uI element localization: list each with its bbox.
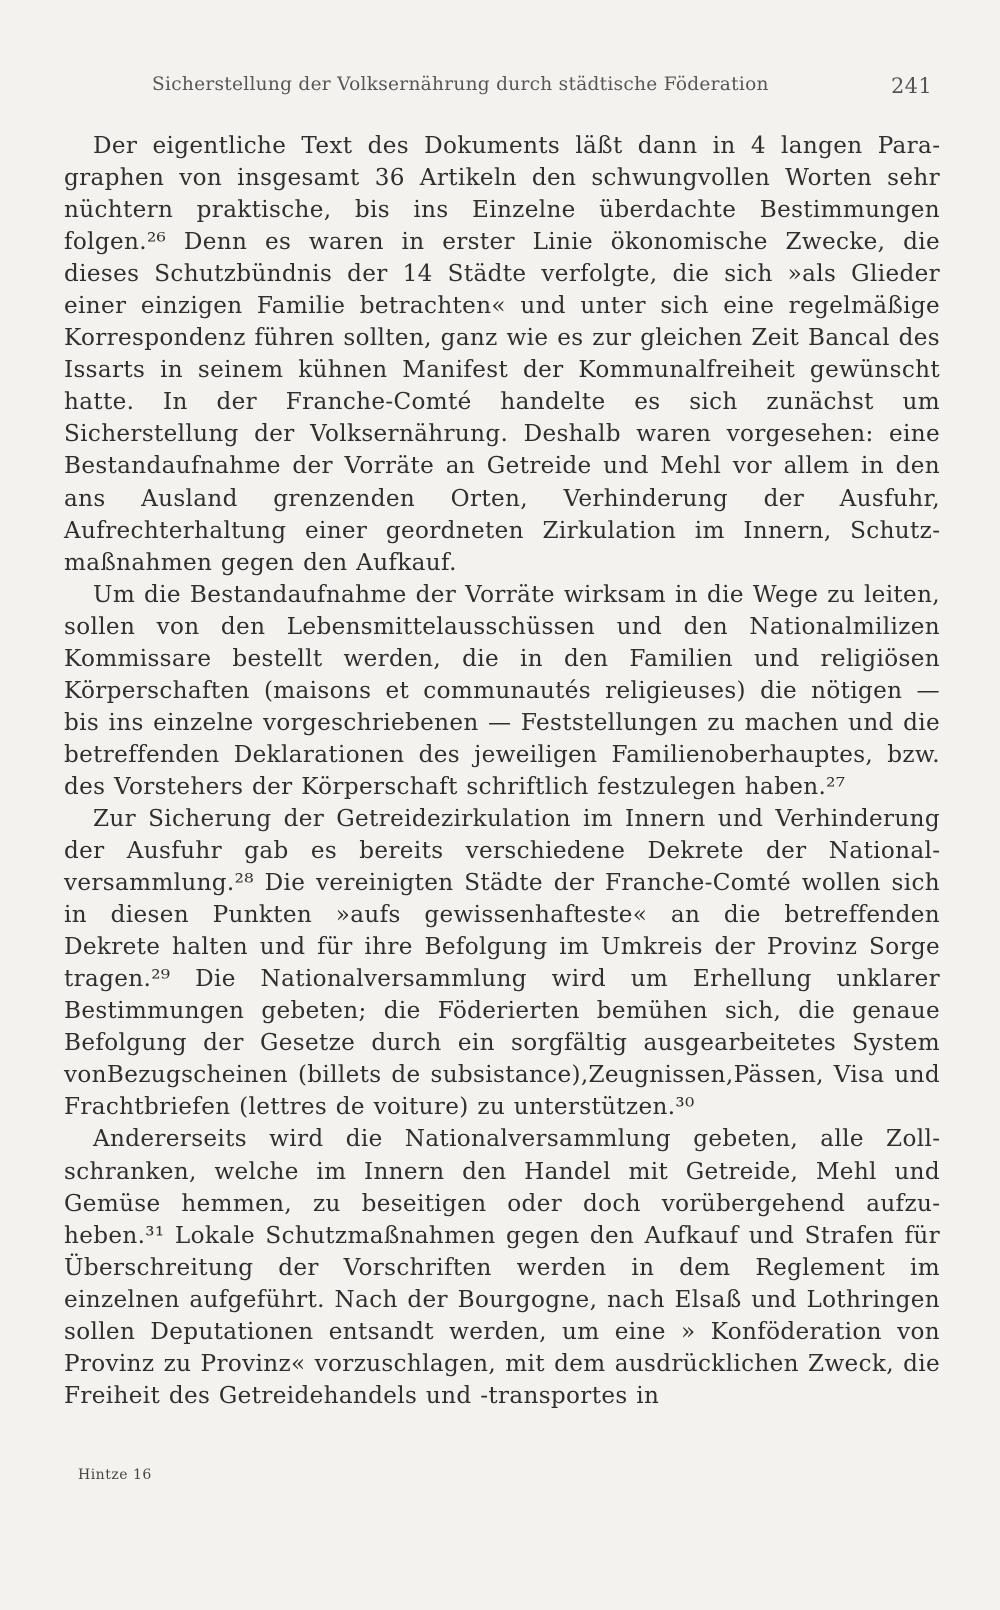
paragraph: Andererseits wird die Nationalversammlung gebeten, alle Zollschranken, welche im Innern den Handel mit Getreide, Mehl und Gemüse hemmen, zu beseitigen oder doch vorübergehend aufzuheben.³¹ Lokale Schutzmaßnahmen gegen den Aufkauf und Strafen für Überschreitung der Vorschriften werden in dem Reglement im einzelnen aufgeführt. Nach der Bourgogne, nach Elsaß und Lothringen sollen Deputationen entsandt werden, um eine » Konföderation von Provinz zu Provinz« vorzuschlagen, mit dem ausdrücklichen Zweck, die Freiheit des Getreidehandels und -transportes in xyxy=(64,1126,940,1409)
paragraph: Zur Sicherung der Getreidezirkulation im Innern und Verhinderung der Ausfuhr gab es bereits verschiedene Dekrete der Nationalversammlung.²⁸ Die vereinigten Städte der Franche-Comté wollen sich in diesen Punkten »aufs gewissenhafteste« an die betreffenden Dekrete halten und für ihre Befolgung im Umkreis der Provinz Sorge tragen.²⁹ Die Nationalversammlung wird um Erhellung unklarer Bestimmungen gebeten; die Föderierten bemühen sich, die genaue Befolgung der Gesetze durch ein sorgfältig ausgearbeitetes System vonBezugscheinen (billets de subsistance),Zeugnissen,Pässen, Visa und Frachtbriefen (lettres de voiture) zu unterstützen.³⁰ xyxy=(64,805,940,1121)
body-text xyxy=(64,130,940,1412)
printer-signature: Hintze 16 xyxy=(78,1467,152,1483)
paragraph: Der eigentliche Text des Dokuments läßt dann in 4 langen Paragraphen von insgesamt 36 Artikeln den schwungvollen Worten sehr nüchtern praktische, bis ins Einzelne überdachte Bestimmungen folgen.²⁶ Denn es waren in erster Linie ökonomische Zwecke, die dieses Schutzbündnis der 14 Städte verfolgte, die sich »als Glieder einer einzigen Familie betrachten« und unter sich eine regelmäßige Korrespondenz führen sollten, ganz wie es zur gleichen Zeit Bancal des Issarts in seinem kühnen Manifest der Kommunalfreiheit gewünscht hatte. In der Franche-Comté handelte es sich zunächst um Sicherstellung der Volksernährung. Deshalb waren vorgesehen: eine Bestandaufnahme der Vorräte an Getreide und Mehl vor allem in den ans Ausland grenzenden Orten, Verhinderung der Ausfuhr, Aufrechterhaltung einer geordneten Zirkulation im Innern, Schutzmaßnahmen gegen den Aufkauf. xyxy=(64,133,940,576)
page-number: 241 xyxy=(891,74,932,98)
paragraph: Um die Bestandaufnahme der Vorräte wirksam in die Wege zu leiten, sollen von den Lebensmittelausschüssen und den Nationalmilizen Kommissare bestellt werden, die in den Familien und religiösen Körperschaften (maisons et communautés religieuses) die nötigen — bis ins einzelne vorgeschriebenen — Feststellungen zu machen und die betreffenden Deklarationen des jeweiligen Familienoberhauptes, bzw. des Vorstehers der Körperschaft schriftlich festzulegen haben.²⁷ xyxy=(64,581,940,800)
running-title: Sicherstellung der Volksernährung durch städtische Föderation xyxy=(152,74,769,95)
